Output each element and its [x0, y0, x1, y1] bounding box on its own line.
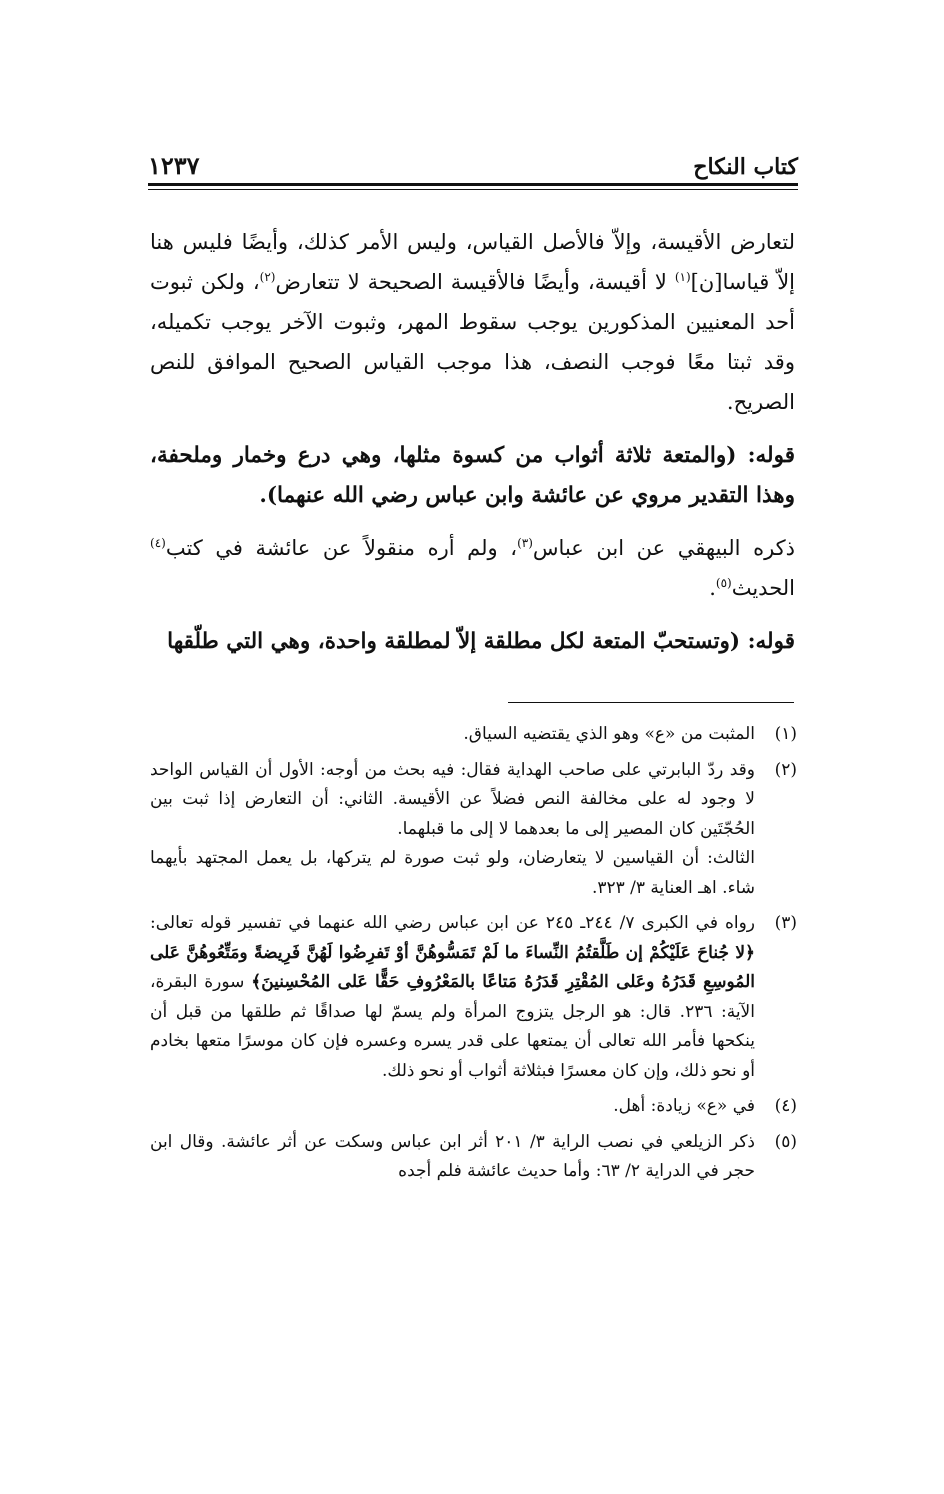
- paragraph-2-text-a: ذكره البيهقي عن ابن عباس: [532, 536, 796, 560]
- footnote-text: [150, 909, 755, 1086]
- footnote-text-post: سورة البقرة، الآية: ٢٣٦. قال: هو الرجل يتزوج المرأة ولم يسمّ لها صداقًا ثم طلقها من قبل أن ينكحها فأمر الله تعالى أن يمتعها على قدر يسره وعسره فإن كان موسرًا متعها بخادم أو نحو ذلك، وإن كان معسرًا فبثلاثة أثواب أو نحو ذلك.: [150, 972, 755, 1081]
- footnote-text-pre: رواه في الكبرى ٧/ ٢٤٤ـ ٢٤٥ عن ابن عباس رضي الله عنهما في تفسير قوله تعالى:: [150, 913, 755, 933]
- paragraph-1-text-a: لتعارض الأقيسة، وإلاّ فالأصل القياس، وليس الأمر كذلك، وأيضًا فليس هنا إلاّ قياسا[ن]: [150, 230, 796, 294]
- footnote-ref-4: (٤): [150, 536, 166, 550]
- footnote-5: [150, 1128, 797, 1187]
- paragraph-2-text-d: .: [709, 576, 716, 600]
- footnote-separator: [508, 702, 794, 703]
- header-rule-thick: [148, 183, 798, 186]
- header-rule-thin: [148, 189, 798, 190]
- running-header: [148, 140, 798, 180]
- footnote-4: [150, 1092, 797, 1122]
- footnote-ref-3: (٣): [517, 536, 533, 550]
- footnote-ref-1: (١): [674, 270, 691, 284]
- footnote-ref-5: (٥): [715, 576, 732, 590]
- footnote-2: [150, 756, 797, 904]
- main-text: [150, 222, 795, 662]
- footnote-1: [150, 720, 797, 750]
- quoted-statement-2: قوله: (وتستحبّ المتعة لكل مطلقة إلاّ لمطلقة واحدة، وهي التي طلّقها: [167, 629, 795, 654]
- footnote-number: (٥): [774, 1131, 797, 1152]
- page-number: ١٢٣٧: [148, 151, 200, 180]
- footnote-text: في «ع» زيادة: أهل.: [613, 1096, 755, 1116]
- footnote-ref-2: (٢): [259, 270, 276, 284]
- footnote-3: [150, 909, 797, 1086]
- quoted-statement-1: قوله: (والمتعة ثلاثة أثواب من كسوة مثلها، وهي درع وخمار وملحفة، وهذا التقدير مروي عن عائشة وابن عباس رضي الله عنهما).: [150, 443, 795, 508]
- paragraph-1: [150, 222, 795, 422]
- footnote-text: وقد ردّ البابرتي على صاحب الهداية فقال: فيه بحث من أوجه: الأول أن القياس الواحد لا وجود له على مخالفة النص فضلاً عن الأقيسة. الثاني: أن التعارض إذا ثبت بين الحُجّتَين كان المصير إلى ما بعدهما لا إلى ما قبلهما.: [150, 759, 755, 839]
- footnote-number: (٤): [774, 1096, 797, 1116]
- footnote-text: المثبت من «ع» وهو الذي يقتضيه السياق.: [463, 724, 755, 744]
- paragraph-1-text-c: ، ولكن ثبوت أحد المعنيين المذكورين يوجب سقوط المهر، وثبوت الآخر يوجب تكميله، وقد ثبتا معًا فوجب النصف، هذا موجب القياس الصحيح الموافق للنص الصريح.: [150, 270, 795, 414]
- paragraph-1-text-b: لا أقيسة، وأيضًا فالأقيسة الصحيحة لا تتعارض: [275, 270, 675, 294]
- footnote-number: (١): [774, 724, 797, 744]
- footnote-number: (٢): [774, 759, 797, 780]
- paragraph-2-text-c: الحديث: [731, 576, 795, 600]
- footnote-text: الثالث: أن القياسين لا يتعارضان، ولو ثبت صورة لم يتركها، بل يعمل المجتهد بأيهما شاء. اهـ العناية ٣/ ٣٢٣.: [150, 848, 755, 898]
- chapter-title: كتاب النكاح: [693, 154, 798, 180]
- quran-verse: ﴿لا جُناحَ عَلَيْكُمْ إن طَلَّقتُمُ النِّساءَ ما لَمْ تَمَسُّوهُنَّ أوْ تَفرِضُوا لَهُنَّ فَرِيضةً ومَتِّعُوهُنَّ عَلى المُوسِعِ قَدَرُهُ وعَلى المُقْتِرِ قَدَرُهُ مَتاعًا بالمَعْرُوفِ حَقًّا عَلى المُحْسِنينَ﴾: [150, 942, 755, 992]
- paragraph-2: [150, 528, 795, 608]
- paragraph-2-text-b: ، ولم أره منقولاً عن عائشة في كتب: [165, 536, 518, 560]
- footnote-text: ذكر الزيلعي في نصب الراية ٣/ ٢٠١ أثر ابن عباس وسكت عن أثر عائشة. وقال ابن حجر في الدراية ٢/ ٦٣: وأما حديث عائشة فلم أجده: [150, 1131, 755, 1181]
- footnote-number: (٣): [774, 913, 797, 933]
- footnotes: [150, 720, 797, 1193]
